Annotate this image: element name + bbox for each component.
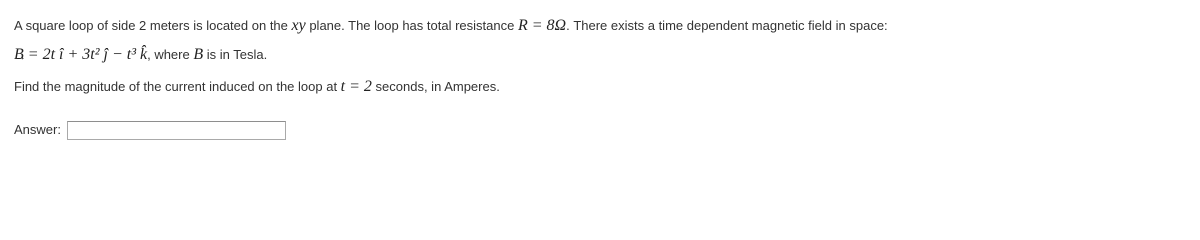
question-text: is in Tesla. [203,47,268,62]
resistance-math: R = 8Ω [517,17,567,34]
question-line-1 [14,17,888,35]
b-symbol-math: B [193,46,204,63]
question-text: seconds, in Amperes. [371,79,500,94]
question-line-2 [14,46,267,64]
question-text: . There exists a time dependent magnetic field in space: [566,18,888,33]
question-text: plane. The loop has total resistance [305,18,518,33]
question-line-3 [14,78,500,96]
time-math: t = 2 [340,78,372,95]
question-text: A square loop of side 2 meters is located on the [14,18,292,33]
question-text: , where [147,47,194,62]
answer-input[interactable] [67,121,286,140]
plane-math: xy [291,17,306,34]
field-equation-math: B = 2t î + 3t² ĵ − t³ k̂ [14,46,148,63]
answer-label: Answer: [14,122,61,137]
question-text: Find the magnitude of the current induced on the loop at [14,79,341,94]
